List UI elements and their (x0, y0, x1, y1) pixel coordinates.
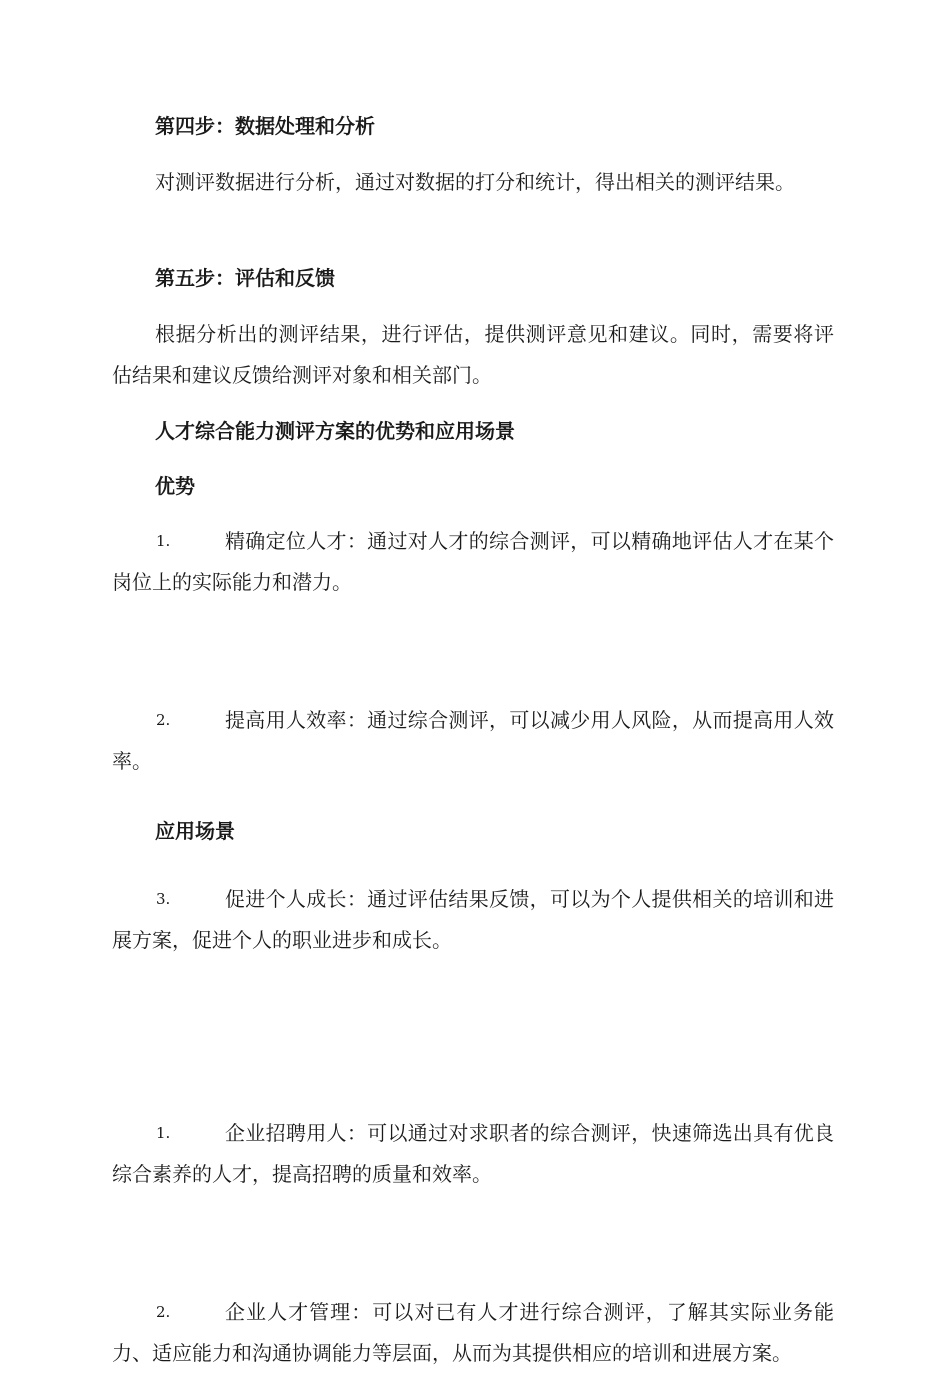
list-item (112, 1113, 834, 1195)
step5-paragraph: 根据分析出的测评结果，进行评估，提供测评意见和建议。同时，需要将评估结果和建议反馈给测评对象和相关部门。 (112, 322, 834, 387)
list-item (112, 700, 834, 782)
list-item-text: 精确定位人才：通过对人才的综合测评，可以精确地评估人才在某个岗位上的实际能力和潜力。 (112, 529, 834, 594)
advantages-heading: 优势 (155, 474, 195, 498)
list-item-text: 提高用人效率：通过综合测评，可以减少用人风险，从而提高用人效率。 (112, 708, 834, 773)
list-item (112, 1292, 834, 1374)
section-heading: 人才综合能力测评方案的优势和应用场景 (155, 419, 515, 443)
step4-heading: 第四步：数据处理和分析 (155, 114, 375, 138)
list-number: 1. (156, 1124, 171, 1142)
list-item-text: 企业招聘用人：可以通过对求职者的综合测评，快速筛选出具有优良综合素养的人才，提高招聘的质量和效率。 (112, 1121, 834, 1186)
list-item (112, 521, 834, 603)
list-item-text: 企业人才管理：可以对已有人才进行综合测评，了解其实际业务能力、适应能力和沟通协调能力等层面，从而为其提供相应的培训和进展方案。 (112, 1300, 834, 1365)
list-item (112, 879, 834, 961)
list-number: 2. (156, 1303, 171, 1321)
list-number: 1. (156, 532, 171, 550)
step4-paragraph: 对测评数据进行分析，通过对数据的打分和统计，得出相关的测评结果。 (155, 170, 795, 194)
list-number: 2. (156, 711, 171, 729)
list-item-text: 促进个人成长：通过评估结果反馈，可以为个人提供相关的培训和进展方案，促进个人的职业进步和成长。 (112, 887, 834, 952)
scenarios-heading: 应用场景 (155, 819, 235, 843)
list-number: 3. (156, 890, 171, 908)
step5-heading: 第五步：评估和反馈 (155, 266, 335, 290)
